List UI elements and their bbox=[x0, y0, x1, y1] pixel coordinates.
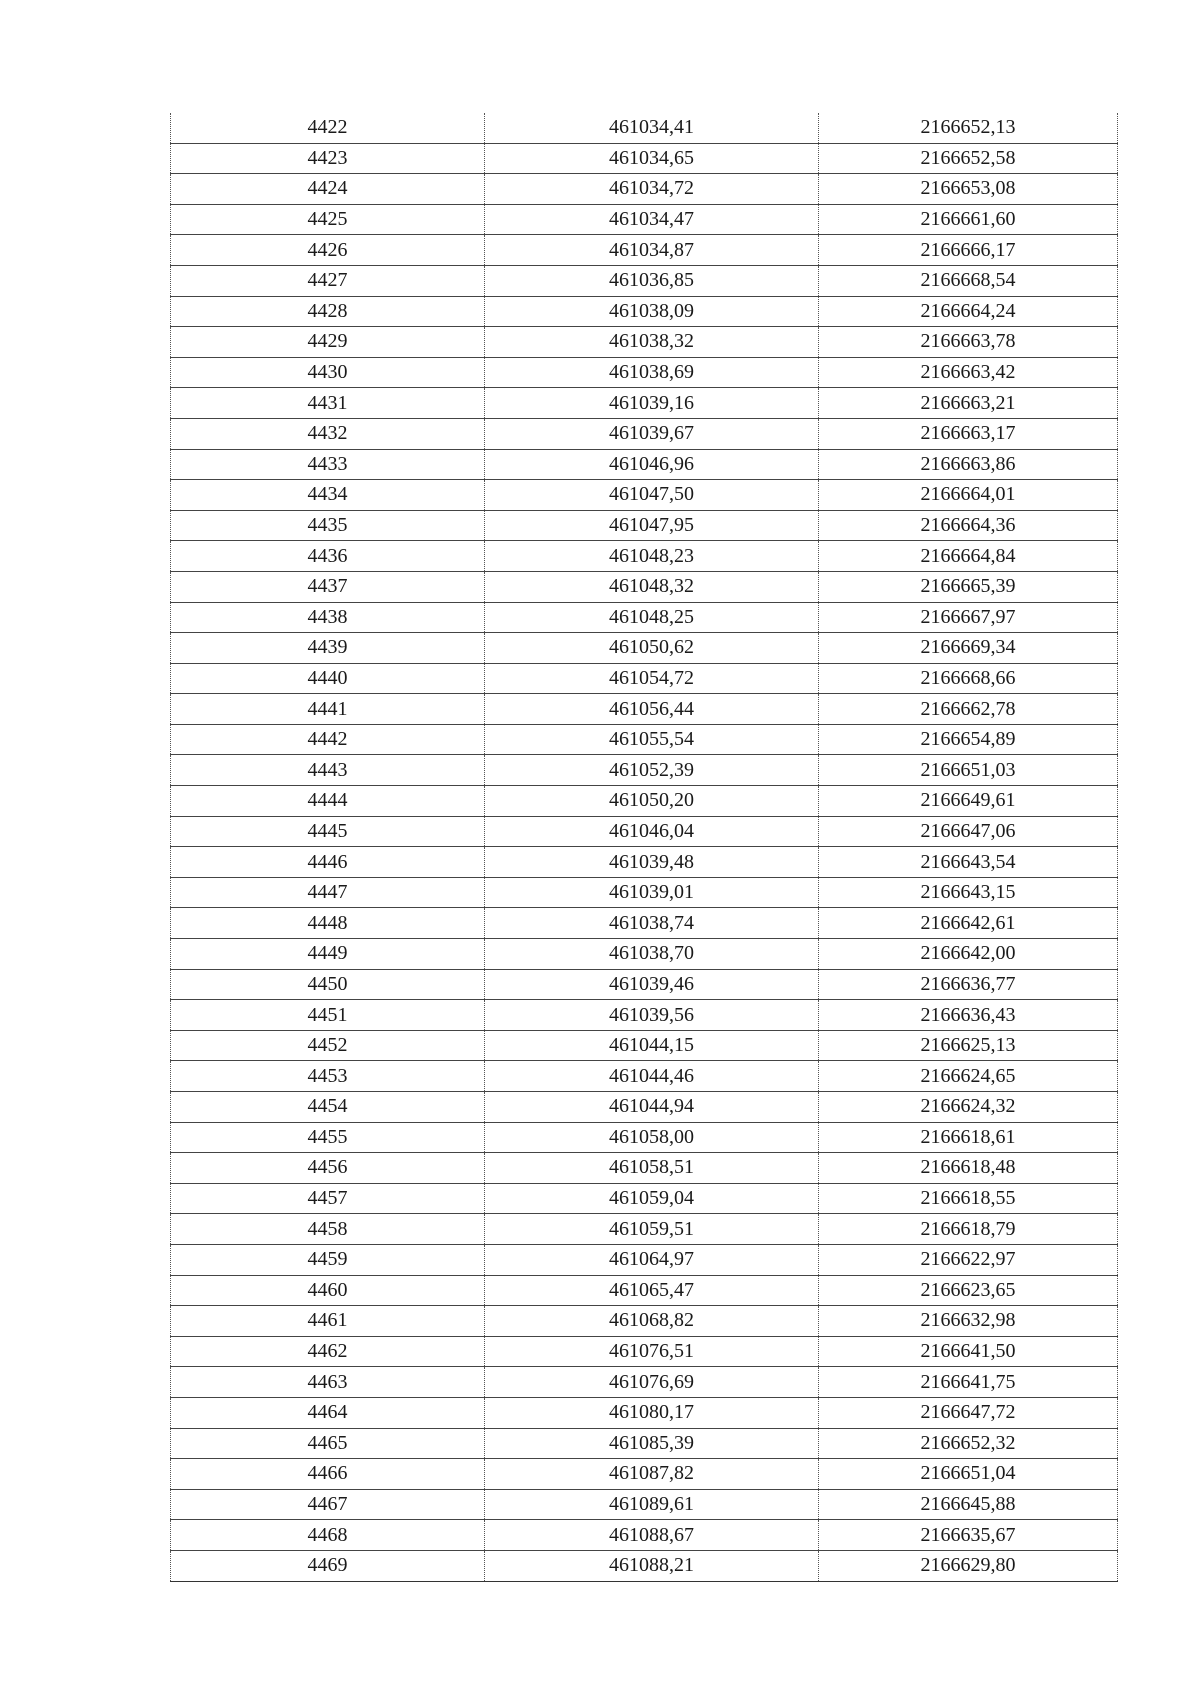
point-number-cell: 4443 bbox=[171, 755, 485, 786]
x-coordinate-cell: 461050,62 bbox=[485, 633, 819, 664]
table-row bbox=[171, 357, 1118, 388]
coordinates-table-body bbox=[171, 113, 1118, 1581]
table-row bbox=[171, 1214, 1118, 1245]
point-number-cell: 4454 bbox=[171, 1092, 485, 1123]
y-coordinate-cell: 2166625,13 bbox=[819, 1030, 1118, 1061]
y-coordinate-cell: 2166624,65 bbox=[819, 1061, 1118, 1092]
x-coordinate-cell: 461050,20 bbox=[485, 786, 819, 817]
point-number-cell: 4422 bbox=[171, 113, 485, 143]
table-row bbox=[171, 908, 1118, 939]
point-number-cell: 4446 bbox=[171, 847, 485, 878]
x-coordinate-cell: 461038,74 bbox=[485, 908, 819, 939]
x-coordinate-cell: 461039,01 bbox=[485, 877, 819, 908]
y-coordinate-cell: 2166663,86 bbox=[819, 449, 1118, 480]
y-coordinate-cell: 2166641,75 bbox=[819, 1367, 1118, 1398]
y-coordinate-cell: 2166652,13 bbox=[819, 113, 1118, 143]
y-coordinate-cell: 2166663,78 bbox=[819, 327, 1118, 358]
x-coordinate-cell: 461047,50 bbox=[485, 480, 819, 511]
x-coordinate-cell: 461068,82 bbox=[485, 1306, 819, 1337]
point-number-cell: 4465 bbox=[171, 1428, 485, 1459]
point-number-cell: 4434 bbox=[171, 480, 485, 511]
y-coordinate-cell: 2166662,78 bbox=[819, 694, 1118, 725]
x-coordinate-cell: 461034,41 bbox=[485, 113, 819, 143]
table-row bbox=[171, 327, 1118, 358]
y-coordinate-cell: 2166667,97 bbox=[819, 602, 1118, 633]
table-row bbox=[171, 1428, 1118, 1459]
x-coordinate-cell: 461058,51 bbox=[485, 1153, 819, 1184]
table-row bbox=[171, 1459, 1118, 1490]
point-number-cell: 4461 bbox=[171, 1306, 485, 1337]
point-number-cell: 4462 bbox=[171, 1336, 485, 1367]
point-number-cell: 4469 bbox=[171, 1550, 485, 1581]
table-row bbox=[171, 877, 1118, 908]
y-coordinate-cell: 2166654,89 bbox=[819, 724, 1118, 755]
x-coordinate-cell: 461039,46 bbox=[485, 969, 819, 1000]
table-row bbox=[171, 296, 1118, 327]
point-number-cell: 4439 bbox=[171, 633, 485, 664]
table-row bbox=[171, 786, 1118, 817]
table-row bbox=[171, 1367, 1118, 1398]
table-row bbox=[171, 1550, 1118, 1581]
x-coordinate-cell: 461056,44 bbox=[485, 694, 819, 725]
x-coordinate-cell: 461034,47 bbox=[485, 204, 819, 235]
y-coordinate-cell: 2166632,98 bbox=[819, 1306, 1118, 1337]
y-coordinate-cell: 2166643,15 bbox=[819, 877, 1118, 908]
table-row bbox=[171, 1061, 1118, 1092]
point-number-cell: 4437 bbox=[171, 571, 485, 602]
table-row bbox=[171, 449, 1118, 480]
x-coordinate-cell: 461059,51 bbox=[485, 1214, 819, 1245]
point-number-cell: 4445 bbox=[171, 816, 485, 847]
point-number-cell: 4436 bbox=[171, 541, 485, 572]
y-coordinate-cell: 2166636,77 bbox=[819, 969, 1118, 1000]
table-row bbox=[171, 847, 1118, 878]
point-number-cell: 4449 bbox=[171, 939, 485, 970]
y-coordinate-cell: 2166624,32 bbox=[819, 1092, 1118, 1123]
table-row bbox=[171, 1306, 1118, 1337]
x-coordinate-cell: 461038,09 bbox=[485, 296, 819, 327]
x-coordinate-cell: 461034,65 bbox=[485, 143, 819, 174]
y-coordinate-cell: 2166635,67 bbox=[819, 1520, 1118, 1551]
table-row bbox=[171, 602, 1118, 633]
x-coordinate-cell: 461052,39 bbox=[485, 755, 819, 786]
point-number-cell: 4452 bbox=[171, 1030, 485, 1061]
point-number-cell: 4432 bbox=[171, 418, 485, 449]
y-coordinate-cell: 2166664,84 bbox=[819, 541, 1118, 572]
table-row bbox=[171, 204, 1118, 235]
point-number-cell: 4451 bbox=[171, 1000, 485, 1031]
table-row bbox=[171, 1183, 1118, 1214]
y-coordinate-cell: 2166652,58 bbox=[819, 143, 1118, 174]
x-coordinate-cell: 461085,39 bbox=[485, 1428, 819, 1459]
table-row bbox=[171, 1336, 1118, 1367]
y-coordinate-cell: 2166641,50 bbox=[819, 1336, 1118, 1367]
y-coordinate-cell: 2166618,61 bbox=[819, 1122, 1118, 1153]
point-number-cell: 4433 bbox=[171, 449, 485, 480]
x-coordinate-cell: 461065,47 bbox=[485, 1275, 819, 1306]
y-coordinate-cell: 2166629,80 bbox=[819, 1550, 1118, 1581]
x-coordinate-cell: 461088,21 bbox=[485, 1550, 819, 1581]
table-row bbox=[171, 1153, 1118, 1184]
x-coordinate-cell: 461089,61 bbox=[485, 1489, 819, 1520]
y-coordinate-cell: 2166668,66 bbox=[819, 663, 1118, 694]
point-number-cell: 4424 bbox=[171, 174, 485, 205]
table-row bbox=[171, 571, 1118, 602]
y-coordinate-cell: 2166663,21 bbox=[819, 388, 1118, 419]
point-number-cell: 4468 bbox=[171, 1520, 485, 1551]
x-coordinate-cell: 461034,87 bbox=[485, 235, 819, 266]
table-row bbox=[171, 694, 1118, 725]
x-coordinate-cell: 461076,51 bbox=[485, 1336, 819, 1367]
point-number-cell: 4456 bbox=[171, 1153, 485, 1184]
y-coordinate-cell: 2166664,01 bbox=[819, 480, 1118, 511]
point-number-cell: 4464 bbox=[171, 1397, 485, 1428]
table-row bbox=[171, 1030, 1118, 1061]
table-row bbox=[171, 663, 1118, 694]
y-coordinate-cell: 2166647,06 bbox=[819, 816, 1118, 847]
x-coordinate-cell: 461046,96 bbox=[485, 449, 819, 480]
point-number-cell: 4438 bbox=[171, 602, 485, 633]
table-row bbox=[171, 265, 1118, 296]
table-row bbox=[171, 1489, 1118, 1520]
point-number-cell: 4426 bbox=[171, 235, 485, 266]
x-coordinate-cell: 461054,72 bbox=[485, 663, 819, 694]
x-coordinate-cell: 461048,25 bbox=[485, 602, 819, 633]
point-number-cell: 4447 bbox=[171, 877, 485, 908]
point-number-cell: 4427 bbox=[171, 265, 485, 296]
table-row bbox=[171, 1122, 1118, 1153]
y-coordinate-cell: 2166663,42 bbox=[819, 357, 1118, 388]
point-number-cell: 4431 bbox=[171, 388, 485, 419]
point-number-cell: 4466 bbox=[171, 1459, 485, 1490]
x-coordinate-cell: 461076,69 bbox=[485, 1367, 819, 1398]
y-coordinate-cell: 2166645,88 bbox=[819, 1489, 1118, 1520]
y-coordinate-cell: 2166643,54 bbox=[819, 847, 1118, 878]
point-number-cell: 4458 bbox=[171, 1214, 485, 1245]
x-coordinate-cell: 461036,85 bbox=[485, 265, 819, 296]
table-row bbox=[171, 1397, 1118, 1428]
y-coordinate-cell: 2166669,34 bbox=[819, 633, 1118, 664]
table-row bbox=[171, 724, 1118, 755]
point-number-cell: 4435 bbox=[171, 510, 485, 541]
x-coordinate-cell: 461055,54 bbox=[485, 724, 819, 755]
y-coordinate-cell: 2166651,03 bbox=[819, 755, 1118, 786]
point-number-cell: 4453 bbox=[171, 1061, 485, 1092]
y-coordinate-cell: 2166651,04 bbox=[819, 1459, 1118, 1490]
x-coordinate-cell: 461087,82 bbox=[485, 1459, 819, 1490]
x-coordinate-cell: 461044,94 bbox=[485, 1092, 819, 1123]
y-coordinate-cell: 2166647,72 bbox=[819, 1397, 1118, 1428]
x-coordinate-cell: 461044,46 bbox=[485, 1061, 819, 1092]
y-coordinate-cell: 2166663,17 bbox=[819, 418, 1118, 449]
table-row bbox=[171, 969, 1118, 1000]
x-coordinate-cell: 461038,69 bbox=[485, 357, 819, 388]
table-row bbox=[171, 1000, 1118, 1031]
point-number-cell: 4428 bbox=[171, 296, 485, 327]
table-row bbox=[171, 541, 1118, 572]
y-coordinate-cell: 2166618,55 bbox=[819, 1183, 1118, 1214]
table-row bbox=[171, 235, 1118, 266]
point-number-cell: 4425 bbox=[171, 204, 485, 235]
table-row bbox=[171, 1244, 1118, 1275]
point-number-cell: 4440 bbox=[171, 663, 485, 694]
y-coordinate-cell: 2166618,48 bbox=[819, 1153, 1118, 1184]
x-coordinate-cell: 461088,67 bbox=[485, 1520, 819, 1551]
x-coordinate-cell: 461038,32 bbox=[485, 327, 819, 358]
y-coordinate-cell: 2166649,61 bbox=[819, 786, 1118, 817]
table-row bbox=[171, 388, 1118, 419]
table-row bbox=[171, 633, 1118, 664]
x-coordinate-cell: 461080,17 bbox=[485, 1397, 819, 1428]
table-row bbox=[171, 939, 1118, 970]
point-number-cell: 4457 bbox=[171, 1183, 485, 1214]
x-coordinate-cell: 461039,16 bbox=[485, 388, 819, 419]
coordinates-table bbox=[170, 113, 1118, 1582]
point-number-cell: 4448 bbox=[171, 908, 485, 939]
table-row bbox=[171, 510, 1118, 541]
table-row bbox=[171, 174, 1118, 205]
x-coordinate-cell: 461046,04 bbox=[485, 816, 819, 847]
y-coordinate-cell: 2166642,61 bbox=[819, 908, 1118, 939]
point-number-cell: 4450 bbox=[171, 969, 485, 1000]
x-coordinate-cell: 461039,48 bbox=[485, 847, 819, 878]
point-number-cell: 4444 bbox=[171, 786, 485, 817]
table-row bbox=[171, 1520, 1118, 1551]
point-number-cell: 4441 bbox=[171, 694, 485, 725]
y-coordinate-cell: 2166636,43 bbox=[819, 1000, 1118, 1031]
y-coordinate-cell: 2166653,08 bbox=[819, 174, 1118, 205]
table-row bbox=[171, 480, 1118, 511]
x-coordinate-cell: 461048,23 bbox=[485, 541, 819, 572]
y-coordinate-cell: 2166661,60 bbox=[819, 204, 1118, 235]
y-coordinate-cell: 2166618,79 bbox=[819, 1214, 1118, 1245]
x-coordinate-cell: 461038,70 bbox=[485, 939, 819, 970]
x-coordinate-cell: 461059,04 bbox=[485, 1183, 819, 1214]
y-coordinate-cell: 2166664,36 bbox=[819, 510, 1118, 541]
point-number-cell: 4429 bbox=[171, 327, 485, 358]
x-coordinate-cell: 461047,95 bbox=[485, 510, 819, 541]
x-coordinate-cell: 461058,00 bbox=[485, 1122, 819, 1153]
y-coordinate-cell: 2166623,65 bbox=[819, 1275, 1118, 1306]
y-coordinate-cell: 2166668,54 bbox=[819, 265, 1118, 296]
x-coordinate-cell: 461039,67 bbox=[485, 418, 819, 449]
x-coordinate-cell: 461039,56 bbox=[485, 1000, 819, 1031]
table-row bbox=[171, 1275, 1118, 1306]
y-coordinate-cell: 2166665,39 bbox=[819, 571, 1118, 602]
table-row bbox=[171, 418, 1118, 449]
x-coordinate-cell: 461048,32 bbox=[485, 571, 819, 602]
table-row bbox=[171, 1092, 1118, 1123]
point-number-cell: 4430 bbox=[171, 357, 485, 388]
table-row bbox=[171, 113, 1118, 143]
table-row bbox=[171, 143, 1118, 174]
point-number-cell: 4459 bbox=[171, 1244, 485, 1275]
point-number-cell: 4423 bbox=[171, 143, 485, 174]
x-coordinate-cell: 461034,72 bbox=[485, 174, 819, 205]
table-row bbox=[171, 816, 1118, 847]
y-coordinate-cell: 2166642,00 bbox=[819, 939, 1118, 970]
point-number-cell: 4442 bbox=[171, 724, 485, 755]
y-coordinate-cell: 2166664,24 bbox=[819, 296, 1118, 327]
table-row bbox=[171, 755, 1118, 786]
point-number-cell: 4463 bbox=[171, 1367, 485, 1398]
x-coordinate-cell: 461044,15 bbox=[485, 1030, 819, 1061]
y-coordinate-cell: 2166622,97 bbox=[819, 1244, 1118, 1275]
x-coordinate-cell: 461064,97 bbox=[485, 1244, 819, 1275]
y-coordinate-cell: 2166666,17 bbox=[819, 235, 1118, 266]
point-number-cell: 4460 bbox=[171, 1275, 485, 1306]
point-number-cell: 4467 bbox=[171, 1489, 485, 1520]
point-number-cell: 4455 bbox=[171, 1122, 485, 1153]
y-coordinate-cell: 2166652,32 bbox=[819, 1428, 1118, 1459]
